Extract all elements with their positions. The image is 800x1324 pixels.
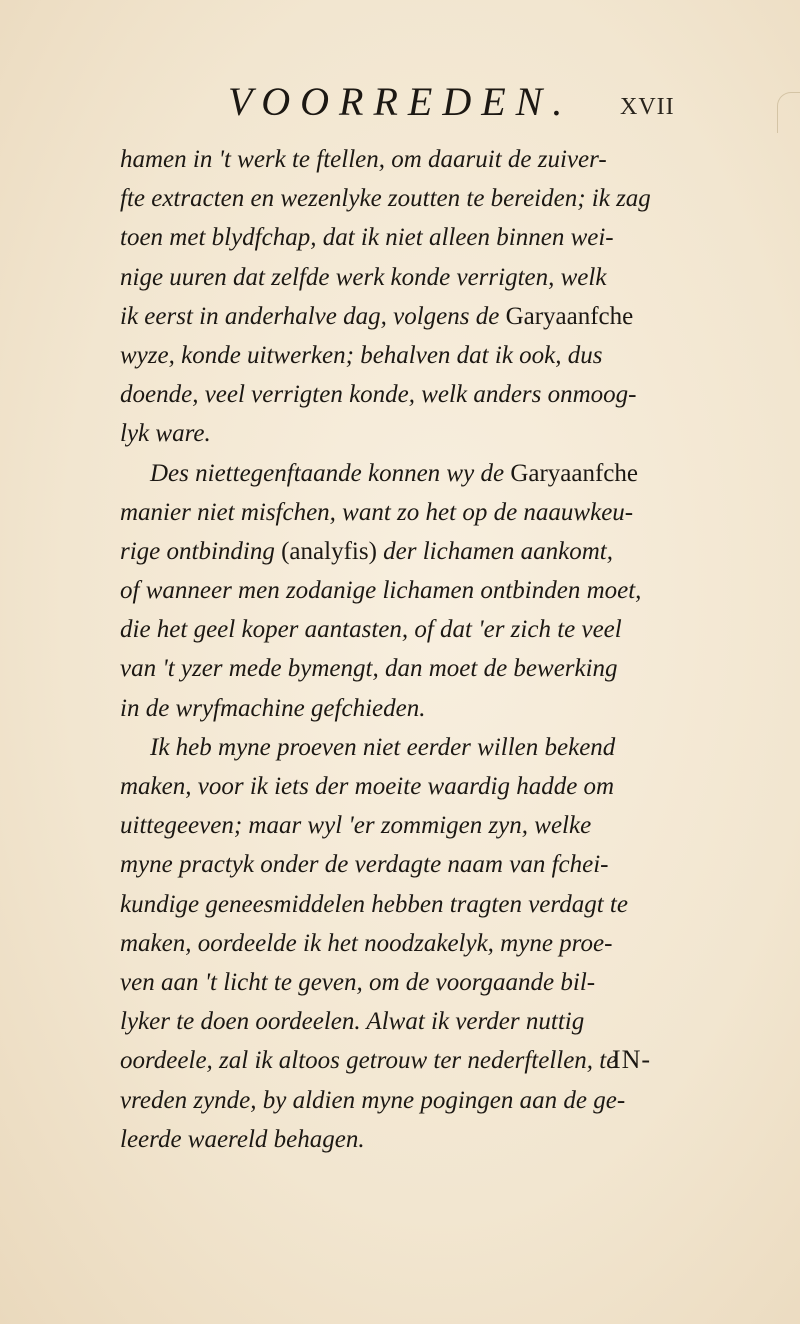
text-segment: Des niettegenftaande konnen wy de [150,459,511,487]
text-line [120,140,680,179]
running-title: VOORREDEN. [228,79,573,124]
text-segment: doende, veel verrigten konde, welk anders onmoog- [120,381,637,409]
text-line [120,885,680,924]
page-header [0,78,800,138]
text-segment: hamen in 't werk te ftellen, om daaruit de zuiver- [120,146,607,173]
text-line [120,258,680,297]
text-line [120,1081,680,1120]
text-segment: ik eerst in anderhalve dag, volgens de [120,302,506,330]
text-line [120,414,680,453]
text-segment: wyze, konde uitwerken; behalven dat ik ook, dus [120,341,603,369]
text-line [120,649,680,688]
text-line [120,493,680,532]
text-line [120,532,680,571]
text-segment: in de wryfmachine gefchieden. [120,694,426,722]
text-segment: myne practyk onder de verdagte naam van fchei- [120,851,609,879]
text-line [120,1120,680,1159]
text-segment: maken, oordeelde ik het noodzakelyk, myne proe- [120,929,613,957]
text-segment: (analyfis) [281,537,377,565]
text-segment: ven aan 't licht te geven, om de voorgaande bil- [120,968,596,996]
text-segment: manier niet misfchen, want zo het op de naauwkeu- [120,498,634,526]
text-line [120,924,680,963]
text-line [120,845,680,884]
text-segment: Ik heb myne proeven niet eerder willen bekend [150,733,616,761]
text-line [120,1002,680,1041]
text-line [120,375,680,414]
text-segment: lyker te doen oordeelen. Alwat ik verder nuttig [120,1008,585,1036]
text-segment: kundige geneesmiddelen hebben tragten verdagt te [120,890,628,918]
text-segment: oordeele, zal ik altoos getrouw ter nederftellen, te [120,1047,618,1075]
text-line [120,179,680,218]
text-segment: der lichamen aankomt, [376,537,613,565]
text-segment: of wanneer men zodanige lichamen ontbinden moet, [120,577,642,605]
text-segment: Garyaanfche [510,459,638,487]
text-segment: rige ontbinding [120,537,282,565]
text-line [120,767,680,806]
text-segment: toen met blydfchap, dat ik niet alleen binnen wei- [120,224,614,252]
catchword: IN- [612,1045,652,1074]
text-line [120,454,680,493]
text-line [120,728,680,767]
text-segment: leerde waereld behagen. [120,1125,365,1153]
text-line [120,689,680,728]
text-segment: lyk ware. [120,420,211,448]
text-line [120,336,680,375]
text-segment: fte extracten en wezenlyke zoutten te bereiden; ik zag [120,185,651,213]
text-segment: Garyaanfche [505,302,634,330]
text-line [120,963,680,1002]
page-number: XVII [620,94,675,120]
text-line [120,806,680,845]
text-segment: vreden zynde, by aldien myne pogingen aan de ge- [120,1086,626,1114]
text-line [120,571,680,610]
text-line [120,610,680,649]
text-segment: uittegeeven; maar wyl 'er zommigen zyn, welke [120,812,592,840]
text-line [120,1041,680,1080]
text-line [120,297,680,336]
text-segment: die het geel koper aantasten, of dat 'er zich te veel [120,616,622,644]
text-line [120,218,680,257]
body-text [120,140,680,1159]
text-segment: van 't yzer mede bymengt, dan moet de bewerking [120,655,618,683]
text-segment: maken, voor ik iets der moeite waardig hadde om [120,773,615,800]
text-segment: nige uuren dat zelfde werk konde verrigten, welk [120,263,607,291]
